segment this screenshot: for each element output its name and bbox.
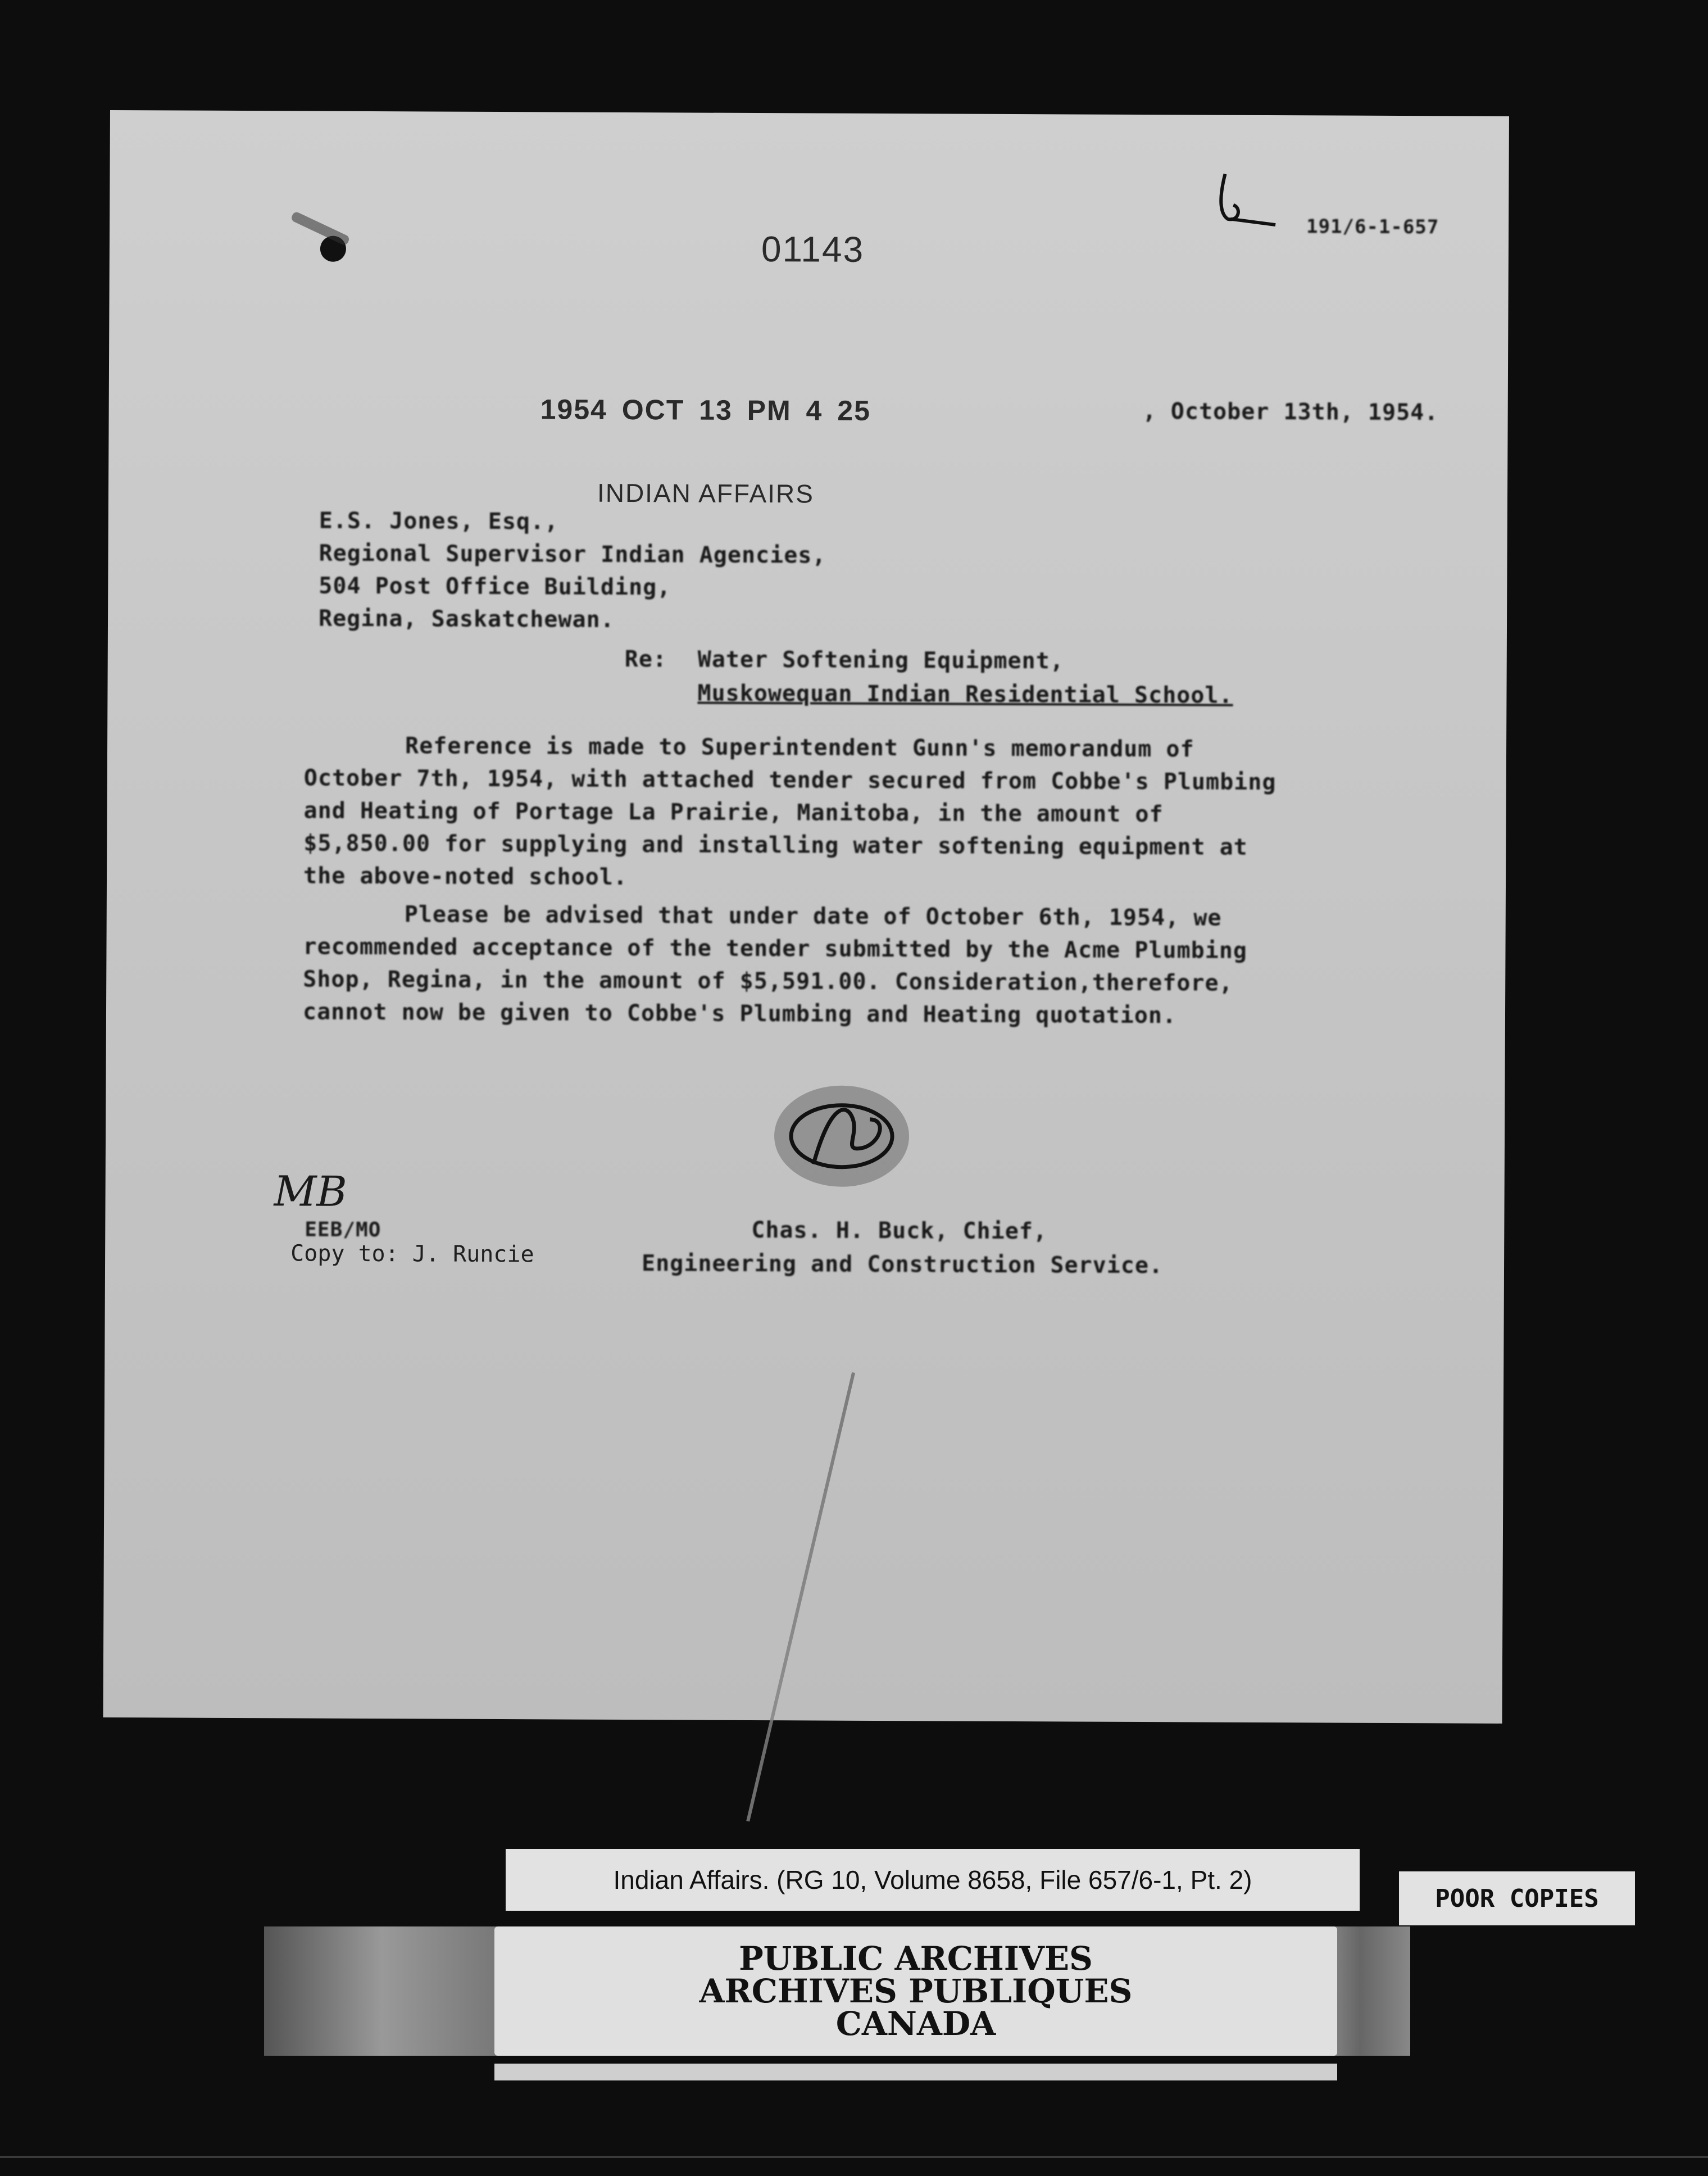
subject-line-2: Muskowequan Indian Residential School. xyxy=(697,680,1233,709)
signature-line-1: Chas. H. Buck, Chief, xyxy=(751,1217,1048,1245)
subject-line-1: Water Softening Equipment, xyxy=(697,646,1064,674)
document-number-stamp: 01143 xyxy=(761,229,865,270)
document-page xyxy=(103,110,1509,1724)
paper-crease xyxy=(746,1372,855,1822)
initials-text: MB xyxy=(274,1167,347,1216)
initial-mark-icon xyxy=(1208,163,1282,233)
plate-text xyxy=(494,1939,1337,2043)
bottom-edge-line xyxy=(0,2156,1708,2158)
letter-date: , October 13th, 1954. xyxy=(1142,398,1439,426)
received-stamp: 1954 OCT 13 PM 4 25 xyxy=(540,393,871,427)
archive-plate xyxy=(494,1926,1337,2056)
poor-copies-label xyxy=(1399,1871,1635,1925)
subject-re: Re: xyxy=(624,646,667,673)
poor-copies-text: POOR COPIES xyxy=(1435,1884,1599,1913)
signature-mark xyxy=(769,1080,915,1195)
signature-line-2: Engineering and Construction Service. xyxy=(641,1250,1164,1279)
address-line: E.S. Jones, Esq., xyxy=(319,507,559,535)
plate-left-edge xyxy=(264,1926,500,2056)
address-line: Regina, Saskatchewan. xyxy=(318,605,615,633)
archive-label-text: Indian Affairs. (RG 10, Volume 8658, File 657/6-1, Pt. 2) xyxy=(613,1865,1252,1894)
address-line: 504 Post Office Building, xyxy=(319,573,671,601)
copy-to: Copy to: J. Runcie xyxy=(290,1240,534,1268)
bottom-strip xyxy=(494,2064,1337,2080)
reference-code: EEB/MO xyxy=(305,1218,381,1242)
plate-line-1: PUBLIC ARCHIVES xyxy=(739,1939,1093,1978)
body-paragraph-1: Reference is made to Superintendent Gunn's memorandum of October 7th, 1954, with attached tender secured from Cobbe's Plumbing and Heating of Portage La Prairie, Manitoba, in the amount of $5,850.00 for supplying and installing water softening equipment at the above-noted school. xyxy=(303,733,1277,891)
plate-line-2: ARCHIVES PUBLIQUES xyxy=(699,1972,1133,2010)
archive-label-strip xyxy=(506,1849,1360,1911)
body-paragraph-2: Please be advised that under date of October 6th, 1954, we recommended acceptance of the tender submitted by the Acme Plumbing Shop, Regina, in the amount of $5,591.00. Consideration,therefore, cannot now be given to Cobbe's Plumbing and Heating quotation. xyxy=(302,901,1248,1029)
recipient-address xyxy=(319,505,826,637)
handwritten-initials xyxy=(274,1167,347,1216)
file-reference: 191/6-1-657 xyxy=(1306,215,1439,239)
office-stamp: INDIAN AFFAIRS xyxy=(597,478,815,509)
plate-line-3: CANADA xyxy=(835,2005,996,2043)
address-line: Regional Supervisor Indian Agencies, xyxy=(319,540,826,569)
ink-smudge xyxy=(290,211,351,246)
